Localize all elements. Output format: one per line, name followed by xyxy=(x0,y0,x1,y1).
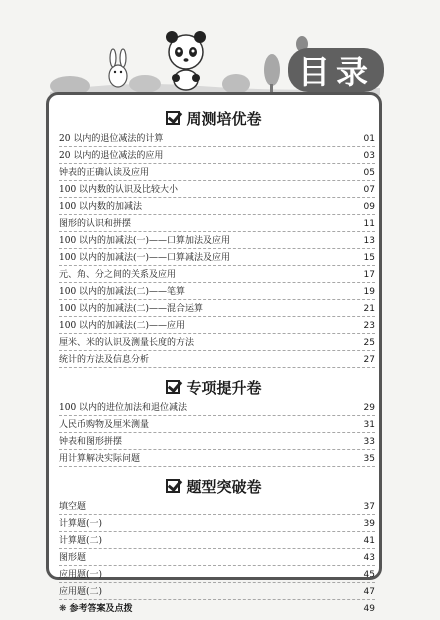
section-title-text: 题型突破卷 xyxy=(186,477,262,496)
toc-label: 统计的方法及信息分析 xyxy=(59,355,150,365)
toc-page: 19 xyxy=(363,287,375,297)
toc-page: 13 xyxy=(363,236,375,246)
toc-row[interactable] xyxy=(59,163,375,181)
toc-row[interactable] xyxy=(59,514,375,532)
toc-row[interactable] xyxy=(59,231,375,249)
toc-page: 25 xyxy=(363,338,375,348)
toc-page: 15 xyxy=(363,253,375,263)
toc-label: 应用题(二) xyxy=(59,587,103,597)
toc-label: 100 以内的加减法(二)——应用 xyxy=(59,321,186,331)
toc-label: 计算题(一) xyxy=(59,519,103,529)
toc-row[interactable] xyxy=(59,548,375,566)
toc-row-answers[interactable] xyxy=(59,599,375,616)
toc-page: 11 xyxy=(363,219,375,229)
toc-page: 41 xyxy=(363,536,375,546)
toc-label: 钟表和图形拼摆 xyxy=(59,437,123,447)
toc-label: 填空题 xyxy=(59,502,87,512)
toc-page: 35 xyxy=(363,454,375,464)
toc-row[interactable] xyxy=(59,432,375,450)
toc-row[interactable] xyxy=(59,248,375,266)
toc-page: 29 xyxy=(363,403,375,413)
toc-label: 20 以内的退位减法的应用 xyxy=(59,151,164,161)
toc-page: 27 xyxy=(363,355,375,365)
toc-label: 100 以内的加减法(一)——口算加法及应用 xyxy=(59,236,231,246)
toc-page: 43 xyxy=(363,553,375,563)
toc-page: 49 xyxy=(363,604,375,614)
paw-icon: ❋ xyxy=(59,604,67,614)
toc-page: 21 xyxy=(363,304,375,314)
toc-row[interactable] xyxy=(59,333,375,351)
toc-page: 01 xyxy=(363,134,375,144)
toc-row[interactable] xyxy=(59,531,375,549)
toc-page: 37 xyxy=(363,502,375,512)
toc-page: 45 xyxy=(363,570,375,580)
checkbox-icon xyxy=(166,380,180,394)
checkbox-icon xyxy=(166,111,180,125)
toc-page: 39 xyxy=(363,519,375,529)
toc-label: 厘米、米的认识及测量长度的方法 xyxy=(59,338,195,348)
toc-page: 05 xyxy=(363,168,375,178)
toc-label: 元、角、分之间的关系及应用 xyxy=(59,270,177,280)
toc-page: 33 xyxy=(363,437,375,447)
toc-page: 47 xyxy=(363,587,375,597)
toc-label: 100 以内数的认识及比较大小 xyxy=(59,185,179,195)
toc-label: 图形的认识和拼摆 xyxy=(59,219,132,229)
toc-row[interactable] xyxy=(59,129,375,147)
toc-label: 20 以内的退位减法的计算 xyxy=(59,134,164,144)
toc-row[interactable] xyxy=(59,197,375,215)
toc-page: 09 xyxy=(363,202,375,212)
toc-label: 用计算解决实际问题 xyxy=(59,454,141,464)
toc-label: 人民币购物及厘米测量 xyxy=(59,420,150,430)
toc-page: 17 xyxy=(363,270,375,280)
toc-row[interactable] xyxy=(59,299,375,317)
toc-page: 07 xyxy=(363,185,375,195)
toc-row[interactable] xyxy=(59,582,375,600)
toc-row[interactable] xyxy=(59,214,375,232)
toc-label: 100 以内数的加减法 xyxy=(59,202,143,212)
section-title-special xyxy=(49,376,379,398)
checkbox-icon xyxy=(166,479,180,493)
toc-row[interactable] xyxy=(59,282,375,300)
toc-row[interactable] xyxy=(59,350,375,368)
toc-page: 23 xyxy=(363,321,375,331)
toc-label: 图形题 xyxy=(59,553,87,563)
toc-label: 100 以内的加减法(二)——混合运算 xyxy=(59,304,204,314)
toc-label: 计算题(二) xyxy=(59,536,103,546)
toc-row[interactable] xyxy=(59,180,375,198)
toc-label: 参考答案及点拨 xyxy=(69,604,133,614)
toc-row[interactable] xyxy=(59,265,375,283)
section-title-types xyxy=(49,475,379,497)
table-of-contents xyxy=(46,92,382,614)
toc-row[interactable] xyxy=(59,146,375,164)
toc-label: 钟表的正确认读及应用 xyxy=(59,168,150,178)
section-title-text: 周测培优卷 xyxy=(186,109,262,128)
page-title: 目录 xyxy=(288,48,384,92)
toc-row[interactable] xyxy=(59,398,375,416)
toc-row[interactable] xyxy=(59,449,375,467)
toc-label: 100 以内的进位加法和退位减法 xyxy=(59,403,188,413)
toc-row[interactable] xyxy=(59,316,375,334)
toc-page: 31 xyxy=(363,420,375,430)
toc-label: 100 以内的加减法(一)——口算减法及应用 xyxy=(59,253,231,263)
section-title-text: 专项提升卷 xyxy=(186,378,262,397)
section-title-weekly xyxy=(49,107,379,129)
toc-label: 应用题(一) xyxy=(59,570,103,580)
toc-page: 03 xyxy=(363,151,375,161)
toc-row[interactable] xyxy=(59,415,375,433)
toc-label: 100 以内的加减法(二)——笔算 xyxy=(59,287,186,297)
toc-row[interactable] xyxy=(59,497,375,515)
toc-row[interactable] xyxy=(59,565,375,583)
